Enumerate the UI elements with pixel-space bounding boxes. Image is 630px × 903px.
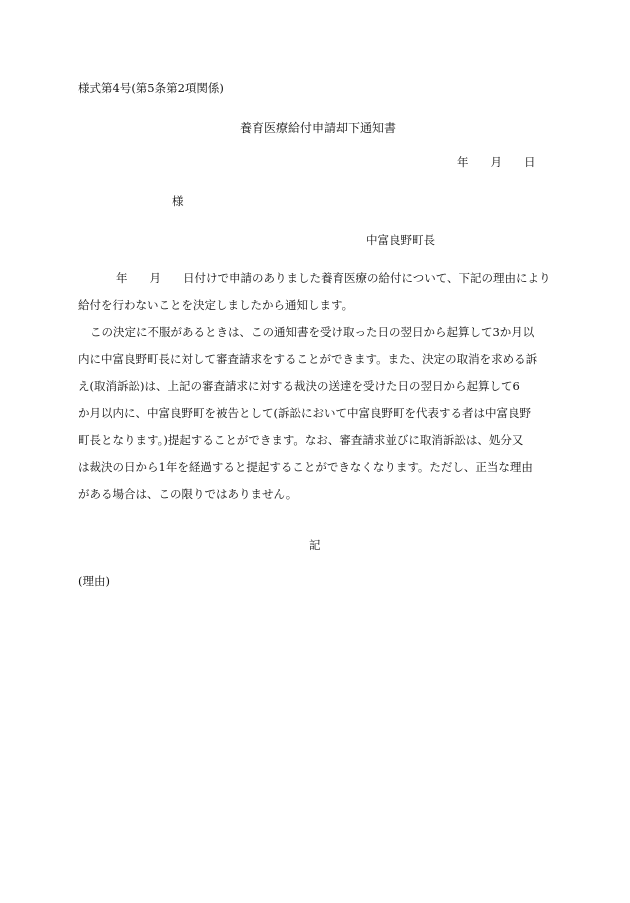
form-number: 様式第4号(第5条第2項関係) bbox=[78, 81, 224, 95]
issuer: 中富良野町長 bbox=[366, 233, 435, 247]
notice-paragraph bbox=[78, 265, 556, 319]
appeal-paragraph bbox=[78, 319, 556, 508]
recipient-suffix: 様 bbox=[172, 194, 184, 208]
appeal-line: え(取消訴訟)は、上記の審査請求に対する裁決の送達を受けた日の翌日から起算して6 bbox=[78, 379, 520, 393]
date-line bbox=[457, 157, 536, 169]
appeal-line: か月以内に、中富良野町を被告として(訴訟において中富良野町を代表する者は中富良野 bbox=[78, 406, 531, 420]
appeal-line: 内に中富良野町長に対して審査請求をすることができます。また、決定の取消を求める訴 bbox=[78, 352, 538, 366]
date-day: 日 bbox=[524, 155, 536, 169]
notice-line-1 bbox=[78, 265, 556, 292]
notice-month: 月 bbox=[149, 271, 161, 285]
notice-line-2: 給付を行わないことを決定しましたから通知します。 bbox=[78, 298, 354, 312]
reason-label: (理由) bbox=[78, 574, 110, 588]
date-year: 年 bbox=[457, 155, 469, 169]
ki-heading: 記 bbox=[309, 538, 321, 552]
appeal-line: 町長となります。)提起することができます。なお、審査請求並びに取消訴訟は、処分又 bbox=[78, 433, 524, 447]
document-title: 養育医療給付申請却下通知書 bbox=[240, 121, 397, 135]
appeal-line: この決定に不服があるときは、この通知書を受け取った日の翌日から起算して3か月以 bbox=[90, 325, 535, 339]
appeal-line: は裁決の日から1年を経過すると提起することができなくなります。ただし、正当な理由 bbox=[78, 460, 533, 474]
appeal-line: がある場合は、この限りではありません。 bbox=[78, 487, 298, 501]
date-month: 月 bbox=[490, 155, 502, 169]
notice-year: 年 bbox=[116, 271, 128, 285]
notice-line-1-text: 日付けで申請のありました養育医療の給付について、下記の理由により bbox=[183, 271, 551, 285]
